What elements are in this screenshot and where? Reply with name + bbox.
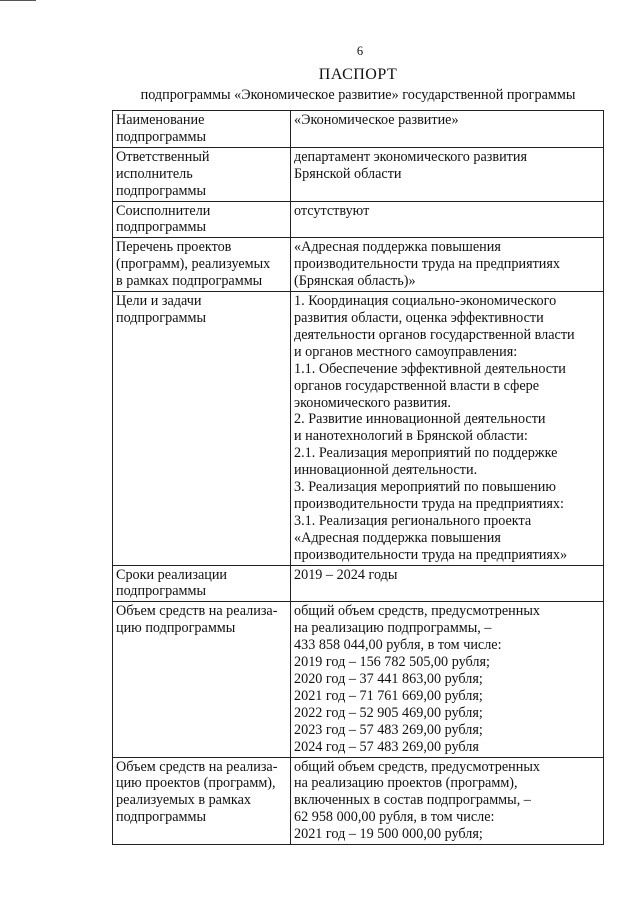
label-line: Цели и задачи xyxy=(116,293,202,310)
row-label xyxy=(113,147,291,201)
row-value xyxy=(291,111,604,148)
value-line: экономического развития. xyxy=(294,394,451,411)
value-line: 433 858 044,00 рубля, в том числе: xyxy=(294,637,502,654)
document-title: ПАСПОРТ xyxy=(318,66,398,83)
scan-edge-line xyxy=(0,0,36,1)
value-line: на реализацию подпрограммы, – xyxy=(294,620,492,637)
value-line: развития области, оценка эффективности xyxy=(294,309,544,326)
row-value xyxy=(291,147,604,201)
value-line: 1.1. Обеспечение эффективной деятельности xyxy=(294,360,566,377)
table-row-name xyxy=(113,111,604,148)
label-line: Объем средств на реализа- xyxy=(116,758,278,775)
label-line: исполнитель xyxy=(116,165,193,182)
row-label xyxy=(113,238,291,292)
value-line: 2019 – 2024 годы xyxy=(294,566,398,583)
row-label xyxy=(113,757,291,845)
label-line: подпрограммы xyxy=(116,309,206,326)
value-line: 2022 год – 52 905 469,00 рубля; xyxy=(294,704,483,721)
row-label xyxy=(113,111,291,148)
value-line: (Брянская область)» xyxy=(294,273,416,290)
value-line: общий объем средств, предусмотренных xyxy=(294,603,540,620)
value-line: и органов местного самоуправления: xyxy=(294,343,518,360)
document-subtitle: подпрограммы «Экономическое развитие» государственной программы xyxy=(140,87,576,103)
row-value xyxy=(291,757,604,845)
value-line: 1. Координация социально-экономического xyxy=(294,293,557,310)
row-label xyxy=(113,565,291,602)
value-line: 3. Реализация мероприятий по повышению xyxy=(294,479,556,496)
value-line: деятельности органов государственной власти xyxy=(294,326,575,343)
value-line: 2023 год – 57 483 269,00 рубля; xyxy=(294,721,483,738)
value-line: включенных в состав подпрограммы, – xyxy=(294,792,531,809)
table-row-goals xyxy=(113,292,604,566)
value-line: 2019 год – 156 782 505,00 рубля; xyxy=(294,654,490,671)
value-line: отсутствуют xyxy=(294,202,370,219)
table-row-timeline xyxy=(113,565,604,602)
value-line: «Экономическое развитие» xyxy=(294,112,459,128)
label-line: реализуемых в рамках xyxy=(116,792,252,809)
value-line: 3.1. Реализация регионального проекта xyxy=(294,512,532,529)
value-line: производительности труда на предприятиях» xyxy=(294,546,568,563)
label-line: (программ), реализуемых xyxy=(116,256,271,273)
table-row-project-funding xyxy=(113,757,604,845)
label-line: цию проектов (программ), xyxy=(116,775,276,792)
value-line: 2021 год – 71 761 669,00 рубля; xyxy=(294,687,483,704)
row-value xyxy=(291,201,604,238)
label-line: в рамках подпрограммы xyxy=(116,273,263,290)
value-line: 2. Развитие инновационной деятельности xyxy=(294,411,546,428)
label-line: подпрограммы xyxy=(116,219,206,236)
value-line: Брянской области xyxy=(294,165,402,182)
table-row-projects xyxy=(113,238,604,292)
label-line: подпрограммы xyxy=(116,182,206,199)
passport-table xyxy=(112,110,604,845)
row-label xyxy=(113,201,291,238)
value-line: 62 958 000,00 рубля, в том числе: xyxy=(294,809,495,826)
label-line: подпрограммы xyxy=(116,128,206,145)
value-line: «Адресная поддержка повышения xyxy=(294,239,501,256)
table-row-funding xyxy=(113,602,604,757)
label-line: цию подпрограммы xyxy=(116,620,236,637)
row-value xyxy=(291,602,604,757)
value-line: 2.1. Реализация мероприятий по поддержке xyxy=(294,445,558,462)
row-label xyxy=(113,292,291,566)
table-row-coexecutors xyxy=(113,201,604,238)
row-value xyxy=(291,292,604,566)
label-line: Объем средств на реализа- xyxy=(116,603,278,620)
row-value xyxy=(291,565,604,602)
table-row-executor xyxy=(113,147,604,201)
value-line: инновационной деятельности. xyxy=(294,462,478,479)
label-line: Сроки реализации xyxy=(116,566,228,583)
value-line: департамент экономического развития xyxy=(294,148,527,165)
page-number: 6 xyxy=(356,44,364,58)
value-line: 2020 год – 37 441 863,00 рубля; xyxy=(294,671,483,687)
value-line: органов государственной власти в сфере xyxy=(294,377,540,394)
value-line: 2021 год – 19 500 000,00 рубля; xyxy=(294,826,483,843)
value-line: на реализацию проектов (программ), xyxy=(294,775,518,792)
value-line: 2024 год – 57 483 269,00 рубля xyxy=(294,738,479,755)
label-line: подпрограммы xyxy=(116,809,206,826)
label-line: Ответственный xyxy=(116,148,210,165)
label-line: Соисполнители xyxy=(116,202,211,219)
value-line: «Адресная поддержка повышения xyxy=(294,529,501,546)
label-line: Наименование xyxy=(116,112,205,128)
value-line: производительности труда на предприятиях xyxy=(294,256,561,273)
row-value xyxy=(291,238,604,292)
label-line: Перечень проектов xyxy=(116,239,232,256)
value-line: производительности труда на предприятиях: xyxy=(294,495,564,512)
row-label xyxy=(113,602,291,757)
value-line: и нанотехнологий в Брянской области: xyxy=(294,428,528,445)
value-line: общий объем средств, предусмотренных xyxy=(294,758,540,775)
label-line: подпрограммы xyxy=(116,583,206,600)
